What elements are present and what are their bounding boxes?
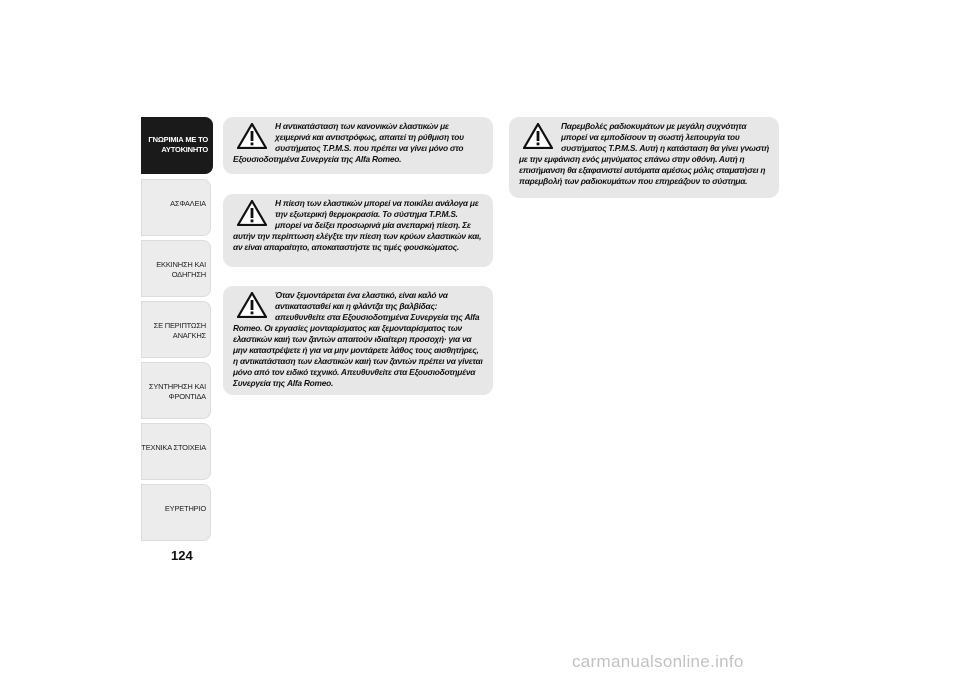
note-text: Όταν ξεμοντάρεται ένα ελαστικό, είναι καλό να αντικατασταθεί και η φλάντζα της βαλβίδας: απευθυνθείτε στα Εξουσιοδοτημένα Συνεργεία της Alfa Romeo. Οι εργασίες μονταρίσματος και ξεμονταρίσματος των ελαστικών καιή των ζαντών απαιτούν ιδιαίτερη προσοχή· για να μην καταστρέψετε ή για να μην μοντάρετε λάθος τους αισθητήρες, η αντικατάσταση των ελαστικών καιή των ζαντών πρέπει να γίνεται μόνο από τον ειδικό τεχνικό. Απευθυνθείτε στα Εξουσιοδοτημένα Συνεργεία της Alfa Romeo. bbox=[233, 290, 483, 388]
note-text: Η αντικατάσταση των κανονικών ελαστικών με χειμερινά και αντιστρόφως, απαιτεί τη ρύθμιση του συστήματος T.P.M.S. που πρέπει να γίνει μόνο στο Εξουσιοδοτημένα Συνεργεία της Alfa Romeo. bbox=[233, 121, 464, 164]
page-number: 124 bbox=[171, 548, 193, 563]
tab-index[interactable]: ΕΥΡΕΤΗΡΙΟ bbox=[141, 484, 211, 541]
tab-getting-to-know-car[interactable]: ΓΝΩΡΙΜΙΑ ΜΕ ΤΟ ΑΥΤΟΚΙΝΗΤΟ bbox=[141, 117, 213, 174]
warning-icon bbox=[237, 200, 267, 226]
tab-maintenance-care[interactable]: ΣΥΝΤΗΡΗΣΗ ΚΑΙ ΦΡΟΝΤΙΔΑ bbox=[141, 362, 211, 419]
warning-note bbox=[223, 286, 493, 395]
warning-icon bbox=[523, 123, 553, 149]
tab-starting-driving[interactable]: ΕΚΚΙΝΗΣΗ ΚΑΙ ΟΔΗΓΗΣΗ bbox=[141, 240, 211, 297]
warning-icon bbox=[237, 292, 267, 318]
warning-note bbox=[223, 117, 493, 174]
tab-technical-data[interactable]: ΤΕΧΝΙΚΑ ΣΤΟΙΧΕΙΑ bbox=[141, 423, 211, 480]
tab-emergency[interactable]: ΣΕ ΠΕΡΙΠΤΩΣΗ ΑΝΑΓΚΗΣ bbox=[141, 301, 211, 358]
watermark: carmanualsonline.info bbox=[572, 652, 744, 671]
warning-icon bbox=[237, 123, 267, 149]
warning-note bbox=[223, 194, 493, 267]
note-text: Η πίεση των ελαστικών μπορεί να ποικίλει ανάλογα με την εξωτερική θερμοκρασία. Το σύστημα T.P.M.S. μπορεί να δείξει προσωρινά μία ανεπαρκή πίεση. Σε αυτήν την περίπτωση ελέγξτε την πίεση των κρύων ελαστικών και, αν είναι απαραίτητο, αποκαταστήστε τις τιμές φουσκώματος. bbox=[233, 198, 482, 252]
warning-note bbox=[509, 117, 779, 198]
tab-safety[interactable]: ΑΣΦΑΛΕΙΑ bbox=[141, 179, 211, 236]
note-text: Παρεμβολές ραδιοκυμάτων με μεγάλη συχνότητα μπορεί να εμποδίσουν τη σωστή λειτουργία του συστήματος T.P.M.S. Αυτή η κατάσταση θα γίνει γνωστή με την εμφάνιση ενός μηνύματος επάνω στην οθόνη. Αυτή η επισήμανση θα εξαφανιστεί αυτόματα αμέσως μόλις σταματήσει η παρεμβολή των ραδιοκυμάτων που επηρεάζουν το σύστημα. bbox=[519, 121, 769, 186]
